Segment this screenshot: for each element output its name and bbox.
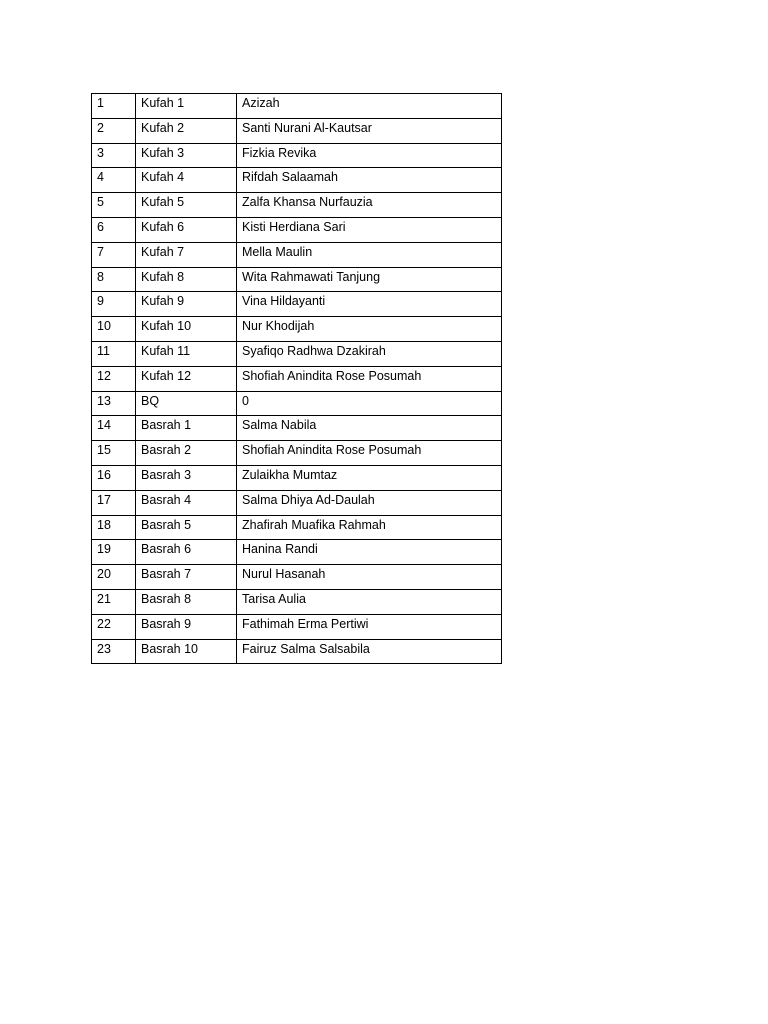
name-cell: Fathimah Erma Pertiwi	[237, 614, 502, 639]
row-number-cell: 23	[92, 639, 136, 664]
group-cell: Basrah 1	[136, 416, 237, 441]
row-number-cell: 4	[92, 168, 136, 193]
row-number-cell: 11	[92, 341, 136, 366]
table-row	[92, 490, 502, 515]
group-cell: Basrah 6	[136, 540, 237, 565]
table-row	[92, 317, 502, 342]
table-row	[92, 118, 502, 143]
name-cell: Shofiah Anindita Rose Posumah	[237, 441, 502, 466]
group-cell: Kufah 9	[136, 292, 237, 317]
row-number-cell: 22	[92, 614, 136, 639]
group-cell: Kufah 4	[136, 168, 237, 193]
table-row	[92, 267, 502, 292]
table-row	[92, 242, 502, 267]
name-cell: Shofiah Anindita Rose Posumah	[237, 366, 502, 391]
name-cell: Nurul Hasanah	[237, 565, 502, 590]
table-row	[92, 168, 502, 193]
table-row	[92, 540, 502, 565]
row-number-cell: 2	[92, 118, 136, 143]
name-cell: Fizkia Revika	[237, 143, 502, 168]
name-cell: Vina Hildayanti	[237, 292, 502, 317]
table-row	[92, 391, 502, 416]
table-row	[92, 217, 502, 242]
name-cell: Mella Maulin	[237, 242, 502, 267]
roster-table	[91, 93, 502, 664]
row-number-cell: 5	[92, 193, 136, 218]
group-cell: Kufah 12	[136, 366, 237, 391]
name-cell: Azizah	[237, 94, 502, 119]
row-number-cell: 6	[92, 217, 136, 242]
group-cell: Kufah 3	[136, 143, 237, 168]
name-cell: Zhafirah Muafika Rahmah	[237, 515, 502, 540]
table-row	[92, 94, 502, 119]
table-row	[92, 515, 502, 540]
row-number-cell: 15	[92, 441, 136, 466]
name-cell: Salma Nabila	[237, 416, 502, 441]
table-row	[92, 565, 502, 590]
group-cell: Basrah 9	[136, 614, 237, 639]
row-number-cell: 10	[92, 317, 136, 342]
name-cell: Rifdah Salaamah	[237, 168, 502, 193]
name-cell: Wita Rahmawati Tanjung	[237, 267, 502, 292]
row-number-cell: 18	[92, 515, 136, 540]
table-row	[92, 465, 502, 490]
row-number-cell: 12	[92, 366, 136, 391]
table-row	[92, 366, 502, 391]
row-number-cell: 7	[92, 242, 136, 267]
group-cell: BQ	[136, 391, 237, 416]
group-cell: Kufah 8	[136, 267, 237, 292]
table-row	[92, 341, 502, 366]
group-cell: Kufah 5	[136, 193, 237, 218]
row-number-cell: 14	[92, 416, 136, 441]
row-number-cell: 20	[92, 565, 136, 590]
table-row	[92, 416, 502, 441]
row-number-cell: 9	[92, 292, 136, 317]
name-cell: Hanina Randi	[237, 540, 502, 565]
group-cell: Basrah 8	[136, 589, 237, 614]
row-number-cell: 21	[92, 589, 136, 614]
name-cell: Zulaikha Mumtaz	[237, 465, 502, 490]
group-cell: Basrah 10	[136, 639, 237, 664]
group-cell: Kufah 10	[136, 317, 237, 342]
table-row	[92, 589, 502, 614]
table-row	[92, 143, 502, 168]
table-row	[92, 614, 502, 639]
group-cell: Basrah 2	[136, 441, 237, 466]
row-number-cell: 1	[92, 94, 136, 119]
group-cell: Basrah 7	[136, 565, 237, 590]
name-cell: Santi Nurani Al-Kautsar	[237, 118, 502, 143]
row-number-cell: 19	[92, 540, 136, 565]
name-cell: Fairuz Salma Salsabila	[237, 639, 502, 664]
group-cell: Basrah 4	[136, 490, 237, 515]
table-row	[92, 292, 502, 317]
table-row	[92, 441, 502, 466]
name-cell: 0	[237, 391, 502, 416]
group-cell: Kufah 6	[136, 217, 237, 242]
group-cell: Kufah 1	[136, 94, 237, 119]
group-cell: Kufah 2	[136, 118, 237, 143]
group-cell: Basrah 3	[136, 465, 237, 490]
name-cell: Kisti Herdiana Sari	[237, 217, 502, 242]
group-cell: Kufah 11	[136, 341, 237, 366]
name-cell: Tarisa Aulia	[237, 589, 502, 614]
row-number-cell: 8	[92, 267, 136, 292]
name-cell: Nur Khodijah	[237, 317, 502, 342]
table-row	[92, 639, 502, 664]
name-cell: Zalfa Khansa Nurfauzia	[237, 193, 502, 218]
group-cell: Basrah 5	[136, 515, 237, 540]
group-cell: Kufah 7	[136, 242, 237, 267]
roster-table-body	[92, 94, 502, 664]
table-row	[92, 193, 502, 218]
name-cell: Syafiqo Radhwa Dzakirah	[237, 341, 502, 366]
name-cell: Salma Dhiya Ad-Daulah	[237, 490, 502, 515]
row-number-cell: 17	[92, 490, 136, 515]
row-number-cell: 3	[92, 143, 136, 168]
row-number-cell: 13	[92, 391, 136, 416]
row-number-cell: 16	[92, 465, 136, 490]
